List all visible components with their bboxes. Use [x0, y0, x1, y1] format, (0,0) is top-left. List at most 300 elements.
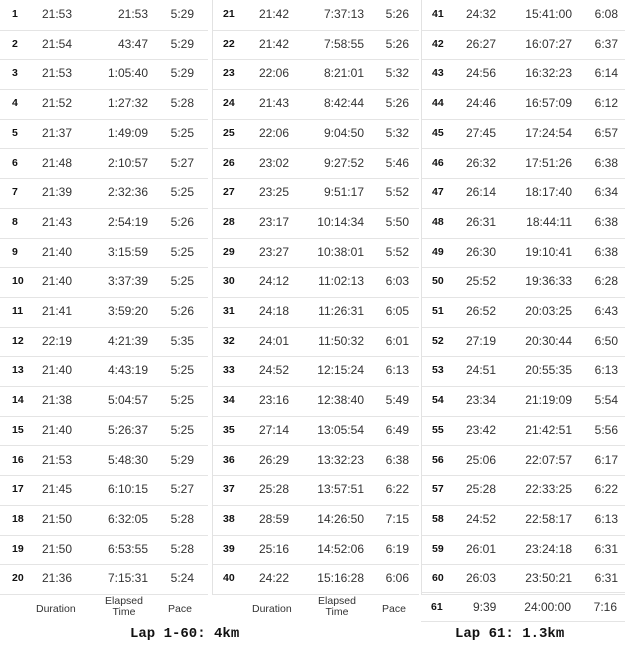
table-row: [422, 238, 625, 269]
table-row: [422, 119, 625, 150]
table-row: [0, 238, 208, 269]
lap-number: 26: [223, 156, 235, 169]
table-row: [213, 178, 419, 209]
lap-elapsed: 8:42:44: [323, 96, 364, 111]
lap-duration: 21:37: [42, 125, 73, 140]
lap-number: 13: [12, 364, 24, 377]
lap-number: 39: [223, 542, 235, 555]
table-row: [0, 30, 208, 61]
lap-pace: 7:15: [385, 511, 409, 526]
lap-duration: 24:22: [259, 571, 290, 586]
table-row: [0, 446, 208, 477]
lap-number: 42: [432, 37, 444, 50]
table-row: [0, 327, 208, 358]
lap-elapsed: 10:14:34: [317, 214, 364, 229]
lap-number: 46: [432, 156, 444, 169]
table-row: [422, 356, 625, 387]
lap-number: 16: [12, 453, 24, 466]
table-row: [0, 386, 208, 417]
lap-number: 20: [12, 572, 24, 585]
header-elapsed-time: [100, 596, 148, 618]
lap-pace: 6:08: [594, 7, 618, 21]
lap-number: 3: [12, 67, 18, 80]
table-row: [422, 149, 625, 180]
table-row: [0, 564, 208, 595]
lap-elapsed: 5:26:37: [107, 422, 148, 437]
lap-duration: 23:27: [259, 244, 290, 259]
lap-pace: 5:25: [170, 363, 194, 378]
lap-duration: 26:31: [466, 214, 497, 229]
table-row: [213, 356, 419, 387]
lap-number: 10: [12, 275, 24, 288]
lap-number: 21: [223, 8, 235, 20]
lap-pace: 5:26: [385, 36, 409, 51]
lap-pace: 5:49: [385, 393, 409, 408]
lap-duration: 21:50: [42, 541, 73, 556]
lap-pace: 5:52: [385, 244, 409, 259]
lap-elapsed: 11:26:31: [318, 304, 364, 318]
lap-elapsed: 3:15:59: [107, 244, 148, 259]
table-row: [213, 208, 419, 239]
lap-duration: 21:36: [42, 571, 73, 586]
lap-elapsed: 12:38:40: [317, 393, 364, 408]
lap-duration: 25:28: [259, 482, 290, 497]
table-row: [0, 0, 208, 31]
table-row: [422, 564, 625, 595]
lap-number: 24: [223, 97, 235, 110]
table-row: [0, 267, 208, 298]
lap-number: 12: [12, 334, 24, 347]
table-row: [0, 535, 208, 566]
lap-pace: 6:38: [594, 214, 618, 229]
lap-pace: 6:05: [385, 304, 409, 318]
lap-pace: 6:12: [594, 96, 618, 111]
lap-table-1: [0, 0, 208, 595]
lap-duration: 23:25: [259, 185, 290, 200]
lap-number: 41: [432, 8, 444, 20]
lap-duration: 26:27: [466, 36, 497, 51]
lap-pace: 5:25: [170, 125, 194, 140]
lap-elapsed: 16:32:23: [525, 66, 572, 81]
lap-duration: 21:40: [42, 274, 73, 289]
lap-pace: 5:25: [170, 244, 194, 259]
lap-number: 32: [223, 334, 235, 347]
lap-elapsed: 1:27:32: [107, 96, 148, 111]
lap-elapsed: 19:10:41: [525, 244, 572, 259]
header-duration-2: Duration: [252, 603, 292, 615]
lap-pace: 5:24: [170, 571, 194, 586]
lap-duration: 25:06: [466, 452, 497, 467]
header-elapsed-line2: Time: [112, 606, 136, 618]
table-row: [422, 0, 625, 31]
lap-number: 57: [432, 483, 444, 496]
lap-elapsed: 14:52:06: [317, 541, 364, 556]
lap-pace: 5:52: [385, 185, 409, 200]
table-row: [213, 59, 419, 90]
lap-elapsed: 19:36:33: [525, 274, 572, 289]
lap-elapsed: 22:07:57: [525, 452, 572, 467]
lap-duration: 26:30: [466, 244, 497, 259]
lap-pace: 6:37: [594, 36, 618, 51]
lap-pace: 6:34: [594, 185, 618, 200]
lap-elapsed: 16:07:27: [525, 36, 572, 51]
lap-number: 7: [12, 186, 18, 199]
lap-pace: 5:29: [170, 7, 194, 21]
table-row: [422, 475, 625, 506]
lap-duration: 21:39: [42, 185, 73, 200]
table-row-lap-61: [421, 592, 625, 622]
lap-duration: 21:41: [42, 304, 73, 318]
lap-number: 5: [12, 126, 18, 139]
lap-number: 61: [431, 601, 443, 613]
lap-pace: 5:29: [170, 452, 194, 467]
lap-elapsed: 7:58:55: [323, 36, 364, 51]
table-row: [422, 297, 625, 328]
table-row: [213, 238, 419, 269]
lap-elapsed: 4:43:19: [107, 363, 148, 378]
lap-pace: 5:26: [170, 304, 194, 318]
lap-number: 18: [12, 512, 24, 525]
lap-elapsed: 13:05:54: [317, 422, 364, 437]
lap-pace: 6:31: [594, 571, 618, 586]
lap-duration: 27:45: [466, 125, 497, 140]
lap-number: 2: [12, 37, 18, 50]
lap-duration: 22:06: [259, 66, 290, 81]
table-row: [213, 446, 419, 477]
lap-number: 15: [12, 423, 24, 436]
table-row: [0, 416, 208, 447]
lap-pace: 5:54: [594, 393, 618, 408]
lap-pace: 5:56: [594, 422, 618, 437]
lap-number: 52: [432, 334, 444, 347]
lap-number: 37: [223, 483, 235, 496]
lap-number: 34: [223, 394, 235, 407]
lap-pace: 6:38: [594, 155, 618, 170]
table-row: [422, 208, 625, 239]
lap-pace: 7:16: [593, 600, 617, 614]
lap-duration: 21:50: [42, 511, 73, 526]
lap-duration: 21:53: [42, 452, 73, 467]
table-row: [213, 89, 419, 120]
lap-number: 23: [223, 67, 235, 80]
lap-number: 53: [432, 364, 444, 377]
lap-pace: 6:38: [385, 452, 409, 467]
lap-number: 55: [432, 423, 444, 436]
table-row: [422, 446, 625, 477]
lap-elapsed: 43:47: [117, 36, 148, 51]
lap-duration: 21:43: [42, 214, 73, 229]
lap-pace: 5:25: [170, 185, 194, 200]
lap-pace: 5:27: [170, 155, 194, 170]
lap-duration: 27:14: [259, 422, 290, 437]
lap-elapsed: 5:48:30: [107, 452, 148, 467]
lap-number: 11: [12, 305, 24, 317]
lap-duration: 21:53: [42, 66, 73, 81]
lap-duration: 9:39: [473, 600, 497, 614]
lap-elapsed: 9:51:17: [323, 185, 364, 200]
lap-duration: 25:16: [259, 541, 290, 556]
lap-number: 27: [223, 186, 235, 199]
lap-number: 43: [432, 67, 444, 80]
lap-duration: 21:40: [42, 422, 73, 437]
table-row: [213, 119, 419, 150]
lap-pace: 6:06: [385, 571, 409, 586]
lap-number: 48: [432, 215, 444, 228]
lap-number: 35: [223, 423, 235, 436]
lap-elapsed: 22:33:25: [525, 482, 572, 497]
lap-pace: 5:46: [385, 155, 409, 170]
lap-elapsed: 20:55:35: [525, 363, 572, 378]
lap-pace: 6:17: [594, 452, 618, 467]
lap-elapsed: 7:15:31: [107, 571, 148, 586]
lap-elapsed: 21:42:51: [525, 422, 572, 437]
table-row: [213, 475, 419, 506]
lap-duration: 23:16: [259, 393, 290, 408]
table-row: [0, 178, 208, 209]
lap-elapsed: 24:00:00: [524, 600, 571, 614]
lap-duration: 21:40: [42, 244, 73, 259]
lap-elapsed: 20:30:44: [525, 333, 572, 348]
lap-duration: 21:48: [42, 155, 73, 170]
lap-pace: 6:50: [594, 333, 618, 348]
lap-pace: 5:26: [385, 7, 409, 21]
lap-pace: 5:35: [170, 333, 194, 348]
lap-duration: 24:01: [259, 333, 290, 348]
lap-elapsed: 15:16:28: [317, 571, 364, 586]
lap-elapsed: 13:32:23: [317, 452, 364, 467]
lap-elapsed: 3:59:20: [107, 304, 148, 318]
lap-duration: 23:02: [259, 155, 290, 170]
lap-number: 31: [223, 305, 235, 317]
lap-pace: 6:19: [385, 541, 409, 556]
lap-number: 50: [432, 275, 444, 288]
lap-elapsed: 18:17:40: [525, 185, 572, 200]
lap-duration: 24:46: [466, 96, 497, 111]
lap-pace: 5:25: [170, 274, 194, 289]
lap-elapsed: 11:50:32: [318, 333, 364, 348]
lap-duration: 21:42: [259, 7, 290, 21]
table-row: [0, 208, 208, 239]
lap-pace: 6:22: [385, 482, 409, 497]
lap-number: 33: [223, 364, 235, 377]
lap-duration: 23:42: [466, 422, 497, 437]
table-row: [0, 475, 208, 506]
lap-number: 9: [12, 245, 18, 258]
lap-duration: 26:01: [466, 541, 497, 556]
lap-duration: 26:03: [466, 571, 497, 586]
table-row: [422, 505, 625, 536]
table-row: [422, 416, 625, 447]
lap-number: 56: [432, 453, 444, 466]
lap-elapsed: 8:21:01: [323, 66, 364, 81]
lap-pace: 5:28: [170, 96, 194, 111]
lap-number: 25: [223, 126, 235, 139]
table-row: [213, 0, 419, 31]
table-row: [0, 59, 208, 90]
lap-elapsed: 6:53:55: [107, 541, 148, 556]
lap-number: 17: [12, 483, 24, 496]
lap-elapsed: 12:15:24: [317, 363, 364, 378]
lap-elapsed: 6:10:15: [107, 482, 148, 497]
lap-number: 60: [432, 572, 444, 585]
header-elapsed-line1: Elapsed: [105, 595, 143, 607]
lap-number: 47: [432, 186, 444, 199]
lap-elapsed: 13:57:51: [317, 482, 364, 497]
lap-elapsed: 20:03:25: [525, 304, 572, 318]
lap-elapsed: 14:26:50: [317, 511, 364, 526]
lap-duration: 24:32: [466, 7, 497, 21]
table-row: [422, 327, 625, 358]
lap-duration: 26:29: [259, 452, 290, 467]
lap-number: 40: [223, 572, 235, 585]
lap-number: 58: [432, 512, 444, 525]
lap-elapsed: 23:50:21: [525, 571, 572, 586]
lap-elapsed: 9:27:52: [323, 155, 364, 170]
lap-elapsed: 15:41:00: [525, 7, 572, 21]
lap-duration: 24:52: [466, 511, 497, 526]
lap-number: 6: [12, 156, 18, 169]
header-duration: Duration: [36, 603, 76, 615]
lap-pace: 5:26: [170, 214, 194, 229]
lap-elapsed: 9:04:50: [323, 125, 364, 140]
header-elapsed-line2-2: Time: [325, 606, 349, 618]
lap-duration: 21:54: [42, 36, 73, 51]
lap-duration: 22:06: [259, 125, 290, 140]
lap-number: 54: [432, 394, 444, 407]
lap-number: 45: [432, 126, 444, 139]
lap-number: 49: [432, 245, 444, 258]
header-elapsed-line1-2: Elapsed: [318, 595, 356, 607]
lap-number: 51: [432, 305, 444, 317]
lap-duration: 23:17: [259, 214, 290, 229]
lap-pace: 6:49: [385, 422, 409, 437]
lap-elapsed: 10:38:01: [317, 244, 364, 259]
lap-elapsed: 1:05:40: [107, 66, 148, 81]
lap-elapsed: 17:51:26: [525, 155, 572, 170]
lap-elapsed: 11:02:13: [318, 274, 364, 289]
lap-elapsed: 2:10:57: [107, 155, 148, 170]
lap-pace: 6:13: [385, 363, 409, 378]
table-row: [422, 178, 625, 209]
lap-pace: 5:29: [170, 36, 194, 51]
lap-duration: 21:38: [42, 393, 73, 408]
lap-duration: 28:59: [259, 511, 290, 526]
lap-pace: 5:28: [170, 511, 194, 526]
lap-pace: 6:22: [594, 482, 618, 497]
lap-table-2: [212, 0, 419, 595]
lap-pace: 6:57: [594, 125, 618, 140]
lap-pace: 6:03: [385, 274, 409, 289]
lap-duration: 23:34: [466, 393, 497, 408]
lap-duration: 21:43: [259, 96, 290, 111]
lap-pace: 6:31: [594, 541, 618, 556]
lap-elapsed: 3:37:39: [107, 274, 148, 289]
lap-duration: 21:40: [42, 363, 73, 378]
lap-pace: 5:26: [385, 96, 409, 111]
table-row: [0, 89, 208, 120]
lap-elapsed: 21:19:09: [525, 393, 572, 408]
lap-pace: 5:27: [170, 482, 194, 497]
table-row: [213, 297, 419, 328]
footer-lap-note-1: Lap 1-60: 4km: [130, 626, 240, 642]
table-row: [422, 89, 625, 120]
lap-number: 29: [223, 245, 235, 258]
lap-elapsed: 18:44:11: [526, 214, 572, 229]
lap-duration: 24:52: [259, 363, 290, 378]
lap-pace: 5:50: [385, 214, 409, 229]
lap-duration: 26:14: [466, 185, 497, 200]
table-row: [213, 564, 419, 595]
lap-number: 28: [223, 215, 235, 228]
header-elapsed-time-2: [313, 596, 361, 618]
lap-duration: 21:42: [259, 36, 290, 51]
lap-duration: 26:32: [466, 155, 497, 170]
lap-number: 30: [223, 275, 235, 288]
lap-table-3: [421, 0, 625, 595]
table-row: [0, 297, 208, 328]
lap-pace: 6:01: [385, 333, 409, 348]
lap-duration: 26:52: [466, 304, 497, 318]
header-pace: Pace: [168, 603, 192, 615]
lap-duration: 21:53: [42, 7, 73, 21]
lap-number: 59: [432, 542, 444, 555]
table-row: [213, 30, 419, 61]
table-row: [213, 386, 419, 417]
lap-number: 44: [432, 97, 444, 110]
lap-duration: 27:19: [466, 333, 497, 348]
table-row: [0, 119, 208, 150]
table-row: [422, 267, 625, 298]
lap-number: 1: [12, 8, 18, 20]
lap-number: 8: [12, 215, 18, 228]
lap-duration: 24:12: [259, 274, 290, 289]
table-row: [213, 416, 419, 447]
lap-number: 36: [223, 453, 235, 466]
table-row: [213, 327, 419, 358]
table-row: [0, 505, 208, 536]
lap-pace: 5:25: [170, 393, 194, 408]
lap-elapsed: 1:49:09: [107, 125, 148, 140]
lap-pace: 5:25: [170, 422, 194, 437]
table-row: [213, 149, 419, 180]
lap-pace: 5:32: [385, 66, 409, 81]
lap-pace: 5:28: [170, 541, 194, 556]
table-row: [422, 386, 625, 417]
lap-duration: 22:19: [42, 333, 73, 348]
table-row: [422, 30, 625, 61]
lap-duration: 24:56: [466, 66, 497, 81]
table-row: [422, 535, 625, 566]
header-pace-2: Pace: [382, 603, 406, 615]
lap-duration: 21:45: [42, 482, 73, 497]
lap-number: 19: [12, 542, 24, 555]
lap-pace: 6:28: [594, 274, 618, 289]
table-row: [213, 267, 419, 298]
lap-pace: 6:38: [594, 244, 618, 259]
footer-lap-note-2: Lap 61: 1.3km: [455, 626, 565, 642]
lap-elapsed: 4:21:39: [107, 333, 148, 348]
lap-pace: 5:29: [170, 66, 194, 81]
table-row: [0, 356, 208, 387]
lap-pace: 6:13: [594, 511, 618, 526]
lap-pace: 6:13: [594, 363, 618, 378]
lap-duration: 25:28: [466, 482, 497, 497]
lap-number: 4: [12, 97, 18, 110]
lap-pace: 6:43: [594, 304, 618, 318]
lap-elapsed: 7:37:13: [323, 7, 364, 21]
lap-number: 14: [12, 394, 24, 407]
lap-elapsed: 2:32:36: [107, 185, 148, 200]
